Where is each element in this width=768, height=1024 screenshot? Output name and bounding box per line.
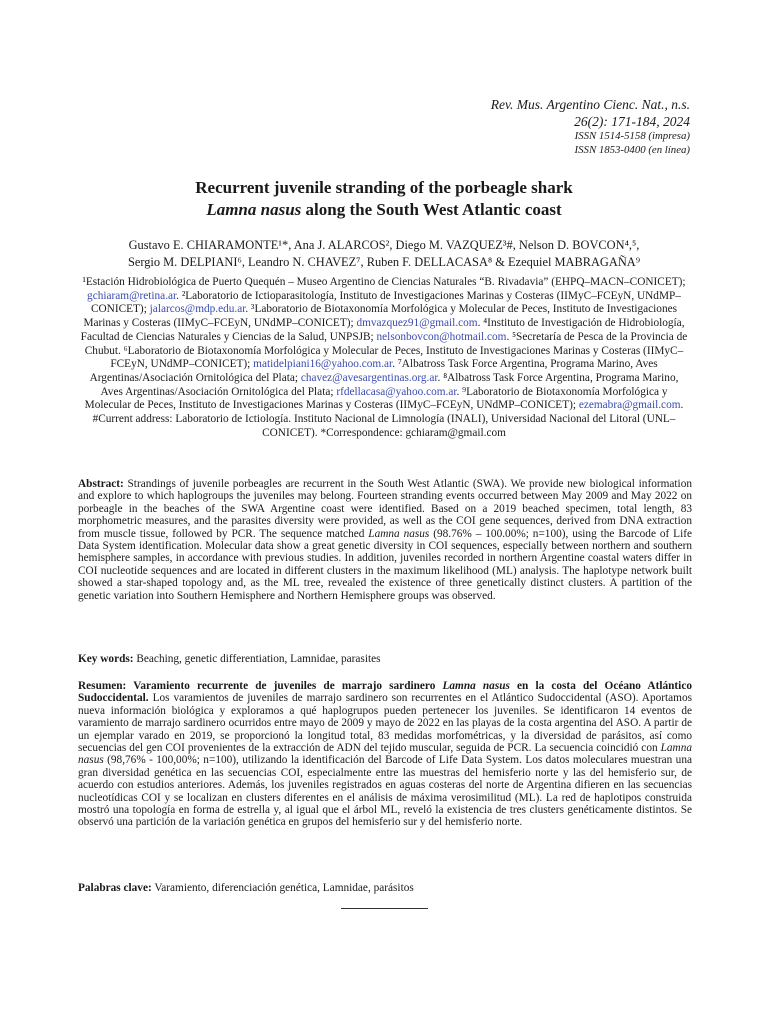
keywords-text: Beaching, genetic differentiation, Lamnidae, parasites [133, 653, 381, 665]
abstract-species: Lamna nasus [368, 527, 430, 540]
resumen-label: Resumen: Varamiento recurrente de juveniles de marrajo sardinero [78, 680, 443, 692]
resumen-text-2: (98,76% - 100,00%; n=100), utilizando la identificación del Barcode of Life Data System. Los datos moleculares muestran una gran diversidad genética en las secuencias COI, especialmente entre las muestras del hemisferio norte y las del hemisferio sur, de acuerdo con estudios anteriores. Además, los juveniles registrados en aguas costeras del norte de Argentina difieren en las secuencias nucleotídicas COI y se localizan en clusters diferentes en el análisis de máxima verosimilitud (ML). La red de haplotipos construida mostró una topología en forma de estrella y, al igual que el árbol ML, reveló la existencia de tres clusters genéticamente distintos. Se observó una partición de la variación genética en grupos del hemisferio sur y del hemisferio norte. [78, 754, 692, 829]
affiliation-7: . ⁸Albatross Task Force Argentina, Programa Marino, Aves Argentinas/Asociación Ornitológica del Plata; [100, 371, 679, 398]
resumen [78, 680, 692, 829]
resumen-species: Lamna nasus [78, 742, 692, 767]
abstract-text-1: Strandings of juvenile porbeagles are recurrent in the South West Atlantic (SWA). We provide new biological information and explore to which haplogroups the juveniles may belong. Fourteen stranding events occurred between May 2009 and May 2022 on porbeagle in the beaches of the SWA Argentine coast were identified. Based on a 2019 beached specimen, total length, 83 morphometric measures, and the parasites diversity were provided, as well as the COI gene sequences, derived from DNA extraction from muscle tissue, followed by PCR. The sequence matched [78, 478, 692, 540]
issn-online: ISSN 1853-0400 (en línea) [574, 143, 690, 156]
journal-line-1: Rev. Mus. Argentino Cienc. Nat., n.s. [490, 97, 690, 112]
resumen-label-2: en la costa del Océano Atlántico Sudoccidental. [78, 680, 692, 705]
paper-title [0, 177, 768, 221]
email-link-3[interactable]: dmvazquez91@gmail.com [356, 317, 478, 330]
issn-print: ISSN 1514-5158 (impresa) [574, 130, 690, 142]
affiliation-2: . ²Laboratorio de Ictioparasitología, Instituto de Investigaciones Marinas y Costeras (IIMyC–FCEyN, UNdMP–CONICET); [90, 289, 681, 316]
journal-line-2: 26(2): 171-184, 2024 [574, 114, 690, 129]
affiliation-9: . #Current address: Laboratorio de Ictiología. Instituto Nacional de Limnología (INALI), Universidad Nacional del Litoral (UNL–CONICET). *Correspondence: gchiaram@gmail.com [92, 399, 684, 439]
affiliation-1: ¹Estación Hidrobiológica de Puerto Quequén – Museo Argentino de Ciencias Naturales “B. Rivadavia” (EHPQ–MACN–CONICET); [82, 276, 686, 288]
abstract [78, 478, 692, 602]
email-link-6[interactable]: chavez@avesargentinas.org.ar [300, 371, 438, 384]
palabras-label: Palabras clave: [78, 882, 152, 894]
email-link-4[interactable]: nelsonbovcon@hotmail.com [376, 330, 507, 343]
title-line-2-rest: along the South West Atlantic coast [301, 200, 562, 219]
email-link-2[interactable]: jalarcos@mdp.edu.ar [149, 303, 246, 316]
journal-citation [491, 96, 690, 157]
affiliation-3: . ³Laboratorio de Biotaxonomía Morfológica y Molecular de Peces, Instituto de Investigaciones Marinas y Costeras (IIMyC–FCEyN, UNdMP–CONICET); [83, 303, 678, 330]
email-link-5[interactable]: matidelpiani16@yahoo.com.ar [253, 358, 393, 371]
title-species: Lamna nasus [206, 200, 302, 219]
affiliations [78, 276, 690, 440]
section-divider [341, 908, 428, 909]
palabras-clave [78, 882, 692, 894]
resumen-title-species: Lamna nasus [442, 680, 510, 692]
authors-line-1: Gustavo E. CHIARAMONTE¹*, Ana J. ALARCOS², Diego M. VAZQUEZ³#, Nelson D. BOVCON⁴,⁵, [128, 238, 640, 252]
affiliation-8: . ⁹Laboratorio de Biotaxonomía Morfológica y Molecular de Peces, Instituto de Investigaciones Marinas y Costeras (IIMyC–FCEyN, UNdMP–CONICET); [84, 385, 668, 412]
affiliation-5: . ⁵Secretaría de Pesca de la Provincia de Chubut. ⁶Laboratorio de Biotaxonomía Morfológica y Molecular de Peces, Instituto de Investigaciones Marinas y Costeras (IIMyC–FCEyN, UNdMP–CONICET); [84, 330, 688, 371]
keywords-label: Key words: [78, 653, 134, 665]
email-link-1[interactable]: gchiaram@retina.ar [87, 289, 177, 302]
keywords [78, 653, 692, 665]
palabras-text: Varamiento, diferenciación genética, Lamnidae, parásitos [151, 882, 414, 894]
email-link-8[interactable]: ezemabra@gmail.com [578, 399, 681, 412]
affiliation-6: . ⁷Albatross Task Force Argentina, Programa Marino, Aves Argentinas/Asociación Ornitológica del Plata; [89, 358, 658, 384]
title-line-2 [0, 199, 768, 221]
authors-line-2: Sergio M. DELPIANI⁶, Leandro N. CHAVEZ⁷, Ruben F. DELLACASA⁸ & Ezequiel MABRAGAÑA⁹ [127, 255, 641, 269]
title-line-1: Recurrent juvenile stranding of the porbeagle shark [195, 178, 573, 197]
abstract-label: Abstract: [78, 478, 124, 490]
author-list [78, 237, 690, 271]
resumen-text-1: Los varamientos de juveniles de marrajo sardinero son recurrentes en el Atlántico Sudoccidental (ASO). Aportamos nueva información biológica y exploramos a qué haplogrupos pueden pertenecer los juveniles. Se identificaron 14 eventos de varamiento de marrajo sardinero ocurridos entre mayo de 2009 y mayo de 2022 en las playas de la costa argentina del ASO. A partir de un ejemplar varado en 2019, se proporcionó la longitud total, 83 medidas morfométricas, y la diversidad de parásitos, así como secuencias del gen COI provenientes de la extracción de ADN del tejido muscular, seguida de PCR. La secuencia coincidió con [78, 692, 692, 755]
email-link-7[interactable]: rfdellacasa@yahoo.com.ar [336, 385, 457, 398]
affiliation-4: . ⁴Instituto de Investigación de Hidrobiología, Facultad de Ciencias Naturales y Ciencias de la Salud, UNPSJB; [80, 317, 685, 343]
abstract-text-2: (98.76% – 100.00%; n=100), using the Barcode of Life Data System identification. Molecular data show a great genetic diversity in COI sequences, especially between northern and southern hemisphere samples, in accordance with previous studies. In addition, juveniles recorded in northern Argentine coastal waters differ in COI nucleotide sequences and are located in different clusters in the maximum likelihood (ML) analysis. The haplotype network built showed a star-shaped topology and, as the ML tree, revealed the existence of three genetically distinct clusters. A partition of the genetic variation into Southern Hemisphere and Northern Hemisphere groups was observed. [78, 527, 692, 602]
